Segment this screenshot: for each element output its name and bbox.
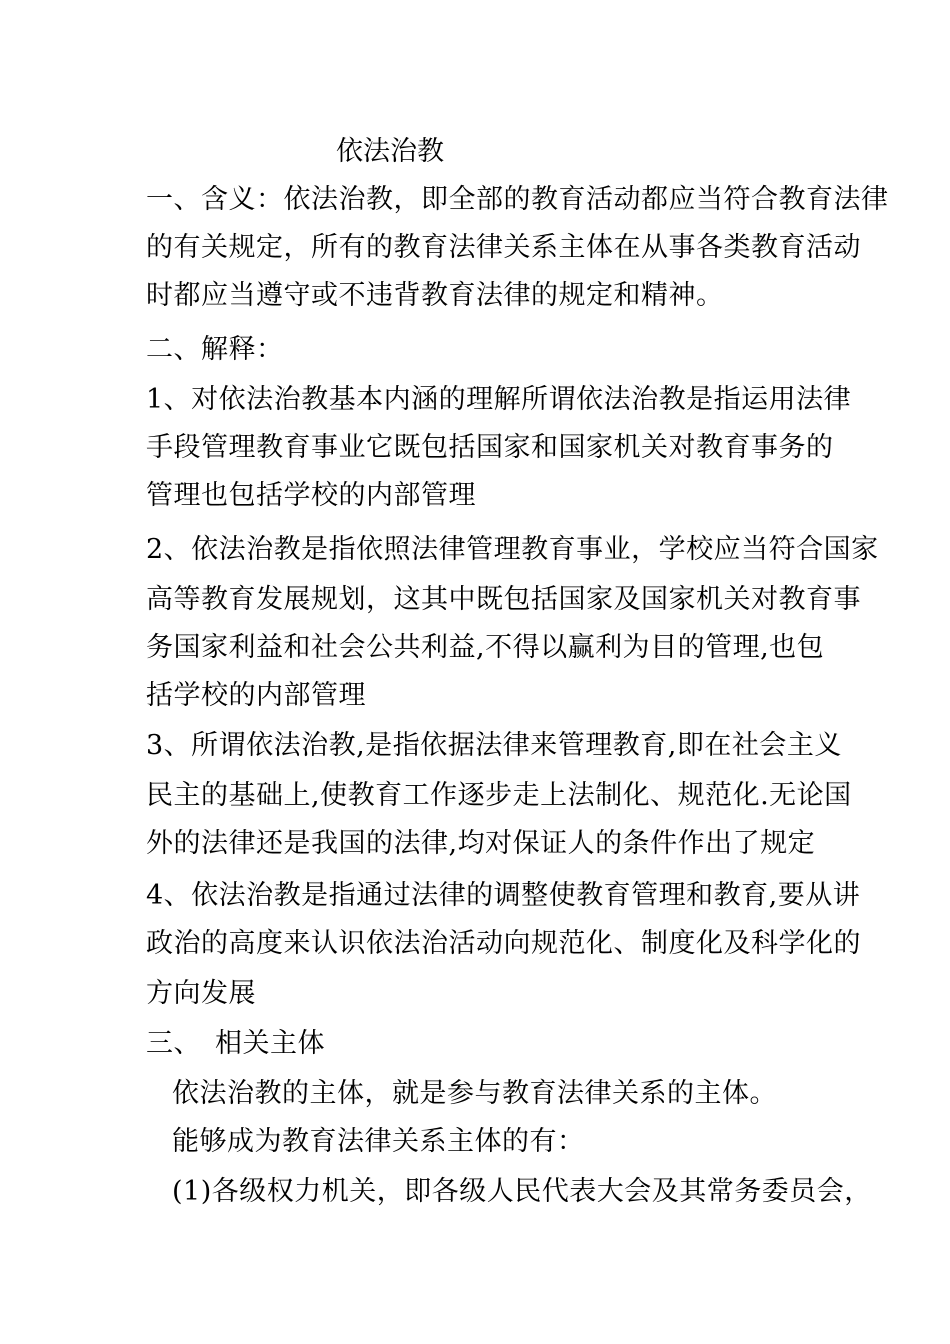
document-title: 依法治教 bbox=[336, 136, 444, 167]
paragraph-line: 一、含义：依法治教，即全部的教育活动都应当符合教育法律 bbox=[146, 184, 889, 215]
paragraph-line: 管理也包括学校的内部管理 bbox=[146, 480, 476, 511]
paragraph-line: 时都应当遵守或不违背教育法律的规定和精神。 bbox=[146, 280, 724, 311]
paragraph-line: 方向发展 bbox=[146, 978, 256, 1009]
paragraph-line: 3、所谓依法治教,是指依据法律来管理教育,即在社会主义 bbox=[146, 730, 842, 761]
paragraph-line: 手段管理教育事业它既包括国家和国家机关对教育事务的 bbox=[146, 432, 834, 463]
section-heading: 二、解释： bbox=[146, 334, 284, 365]
paragraph-line: 外的法律还是我国的法律,均对保证人的条件作出了规定 bbox=[146, 828, 816, 859]
paragraph-line: 高等教育发展规划，这其中既包括国家及国家机关对教育事 bbox=[146, 584, 861, 615]
section-heading: 三、 相关主体 bbox=[146, 1028, 325, 1059]
paragraph-line: 务国家利益和社会公共利益,不得以赢利为目的管理,也包 bbox=[146, 632, 825, 663]
paragraph-line: (1)各级权力机关，即各级人民代表大会及其常务委员会， bbox=[172, 1176, 872, 1207]
paragraph-line: 1、对依法治教基本内涵的理解所谓依法治教是指运用法律 bbox=[146, 384, 852, 415]
paragraph-line: 括学校的内部管理 bbox=[146, 680, 366, 711]
paragraph-line: 民主的基础上,使教育工作逐步走上法制化、规范化.无论国 bbox=[146, 780, 852, 811]
paragraph-line: 4、依法治教是指通过法律的调整使教育管理和教育,要从讲 bbox=[146, 880, 861, 911]
paragraph-line: 2、依法治教是指依照法律管理教育事业，学校应当符合国家 bbox=[146, 534, 879, 565]
paragraph-line: 依法治教的主体，就是参与教育法律关系的主体。 bbox=[172, 1078, 777, 1109]
paragraph-line: 政治的高度来认识依法治活动向规范化、制度化及科学化的 bbox=[146, 928, 861, 959]
paragraph-line: 能够成为教育法律关系主体的有： bbox=[172, 1126, 585, 1157]
paragraph-line: 的有关规定，所有的教育法律关系主体在从事各类教育活动 bbox=[146, 232, 861, 263]
